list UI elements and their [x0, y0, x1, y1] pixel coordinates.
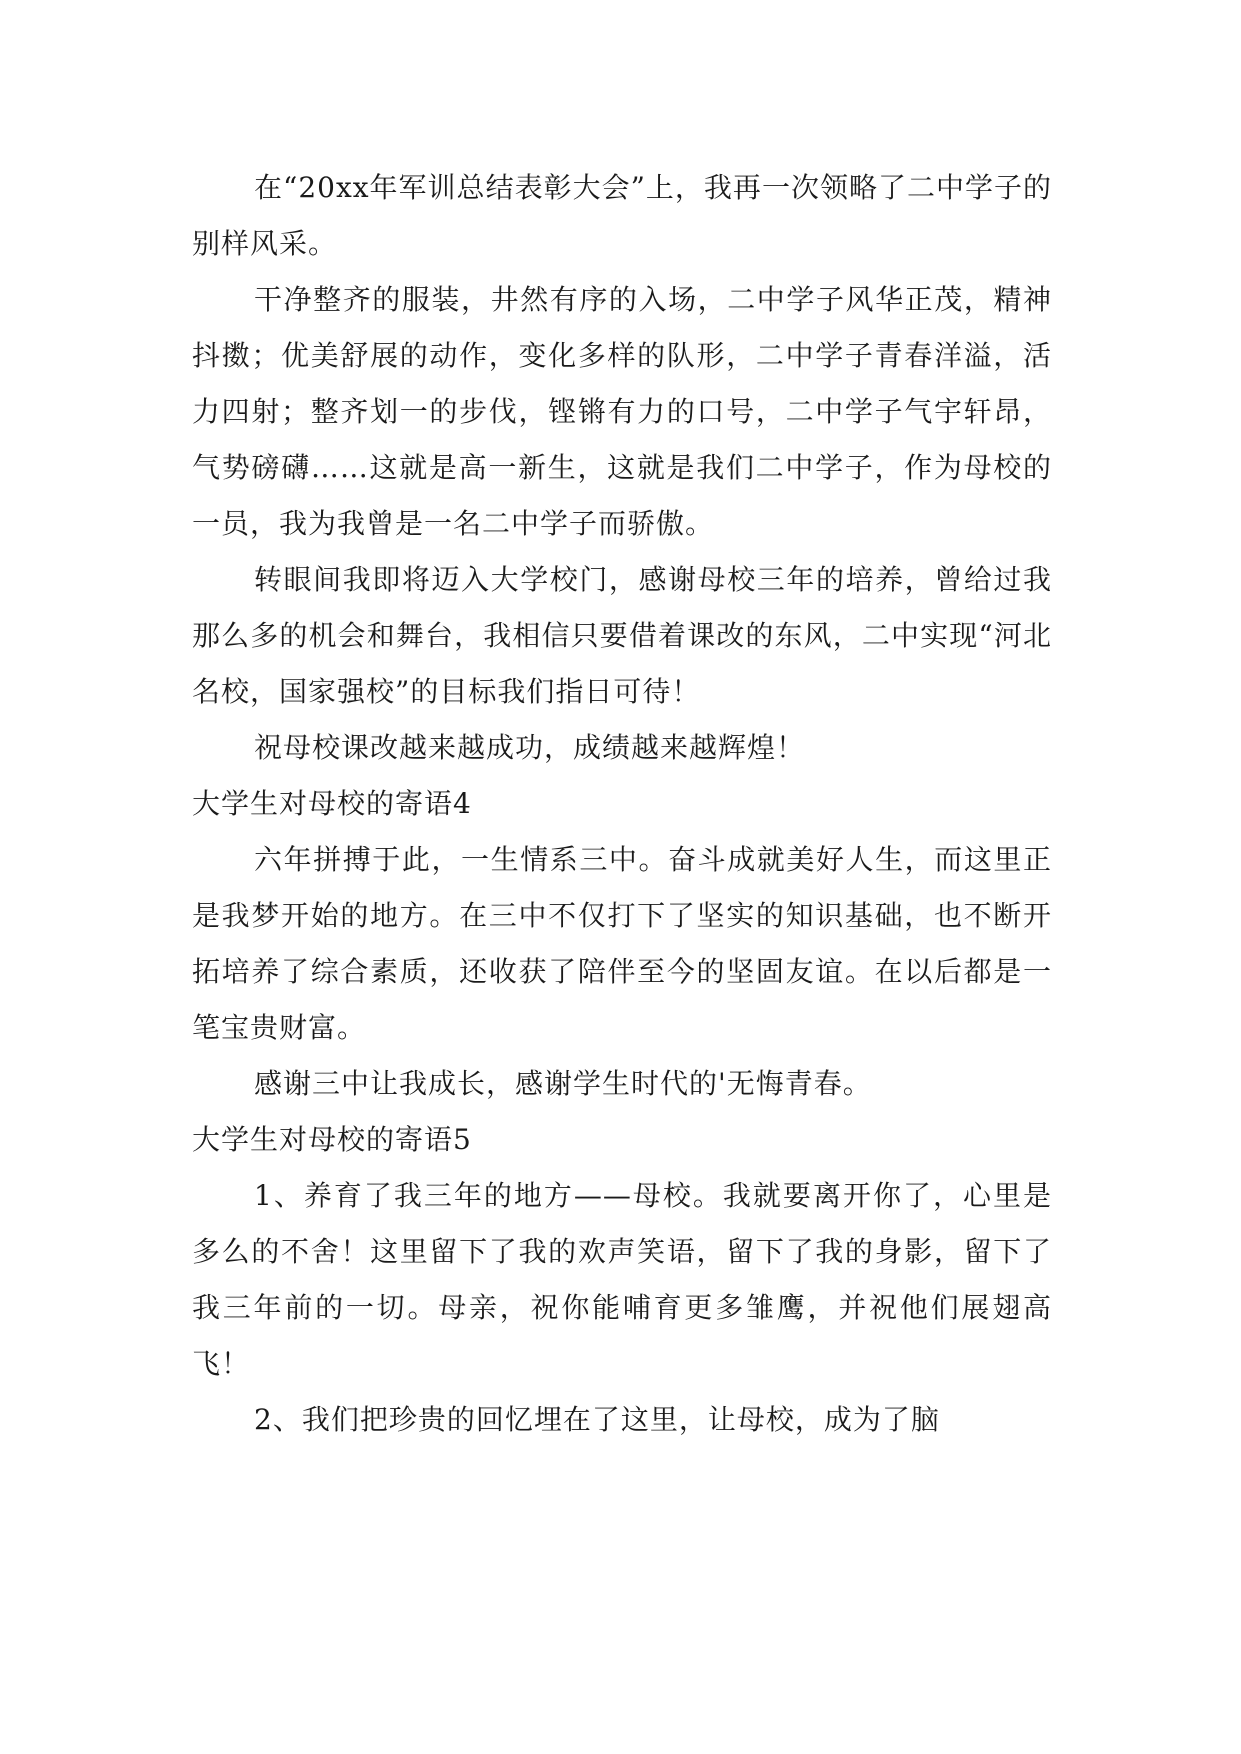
paragraph: 在“20xx年军训总结表彰大会”上，我再一次领略了二中学子的别样风采。	[192, 171, 1052, 260]
paragraph: 六年拼搏于此，一生情系三中。奋斗成就美好人生，而这里正是我梦开始的地方。在三中不仅打下了坚实的知识基础，也不断开拓培养了综合素质，还收获了陪伴至今的坚固友谊。在以后都是一笔宝贵财富。	[192, 843, 1052, 1044]
section-heading: 大学生对母校的寄语5	[192, 1123, 472, 1156]
paragraph: 祝母校课改越来越成功，成绩越来越辉煌！	[254, 731, 806, 764]
paragraph: 转眼间我即将迈入大学校门，感谢母校三年的培养，曾给过我那么多的机会和舞台，我相信只要借着课改的东风，二中实现“河北名校，国家强校”的目标我们指日可待！	[192, 563, 1052, 708]
section-heading: 大学生对母校的寄语4	[192, 787, 472, 820]
paragraph: 干净整齐的服装，井然有序的入场，二中学子风华正茂，精神抖擞；优美舒展的动作，变化多样的队形，二中学子青春洋溢，活力四射；整齐划一的步伐，铿锵有力的口号，二中学子气宇轩昂，气势磅礴……这就是高一新生，这就是我们二中学子，作为母校的一员，我为我曾是一名二中学子而骄傲。	[192, 283, 1052, 540]
paragraph: 1、养育了我三年的地方——母校。我就要离开你了，心里是多么的不舍！这里留下了我的欢声笑语，留下了我的身影，留下了我三年前的一切。母亲，祝你能哺育更多雏鹰，并祝他们展翅高飞！	[192, 1179, 1052, 1380]
paragraph: 2、我们把珍贵的回忆埋在了这里，让母校，成为了脑	[254, 1403, 940, 1436]
paragraph: 感谢三中让我成长，感谢学生时代的'无悔青春。	[254, 1067, 872, 1100]
document-body	[192, 160, 1052, 1448]
